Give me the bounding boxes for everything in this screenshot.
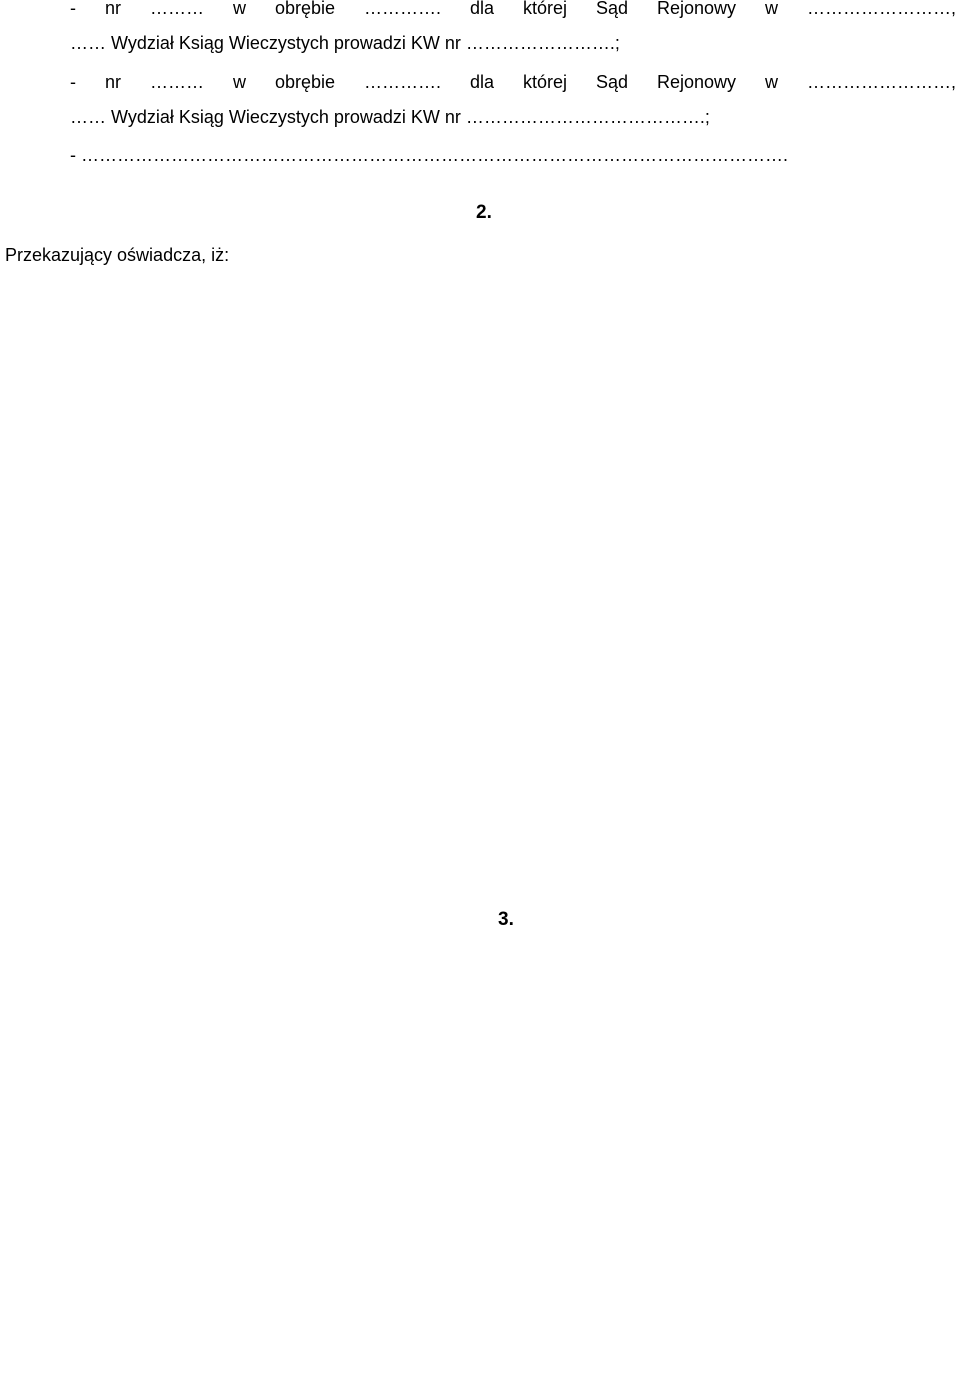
top-list-line: …… Wydział Ksiąg Wieczystych prowadzi KW nr ………………………………….; [70, 107, 710, 127]
top-list-line: - ………………………………………………………………………………………………………. [70, 145, 788, 165]
top-list-line: - nr ……… w obrębie …………. dla której Sąd Rejonowy w ……………………, [70, 0, 956, 18]
section-3-heading: 3. [498, 909, 514, 930]
top-list-line: - nr ……… w obrębie …………. dla której Sąd Rejonowy w ……………………, [70, 72, 956, 92]
section-2-intro: Przekazujący oświadcza, iż: [5, 245, 230, 265]
section-2-heading: 2. [476, 202, 492, 223]
top-list-line: …… Wydział Ksiąg Wieczystych prowadzi KW nr …………………….; [70, 33, 620, 53]
